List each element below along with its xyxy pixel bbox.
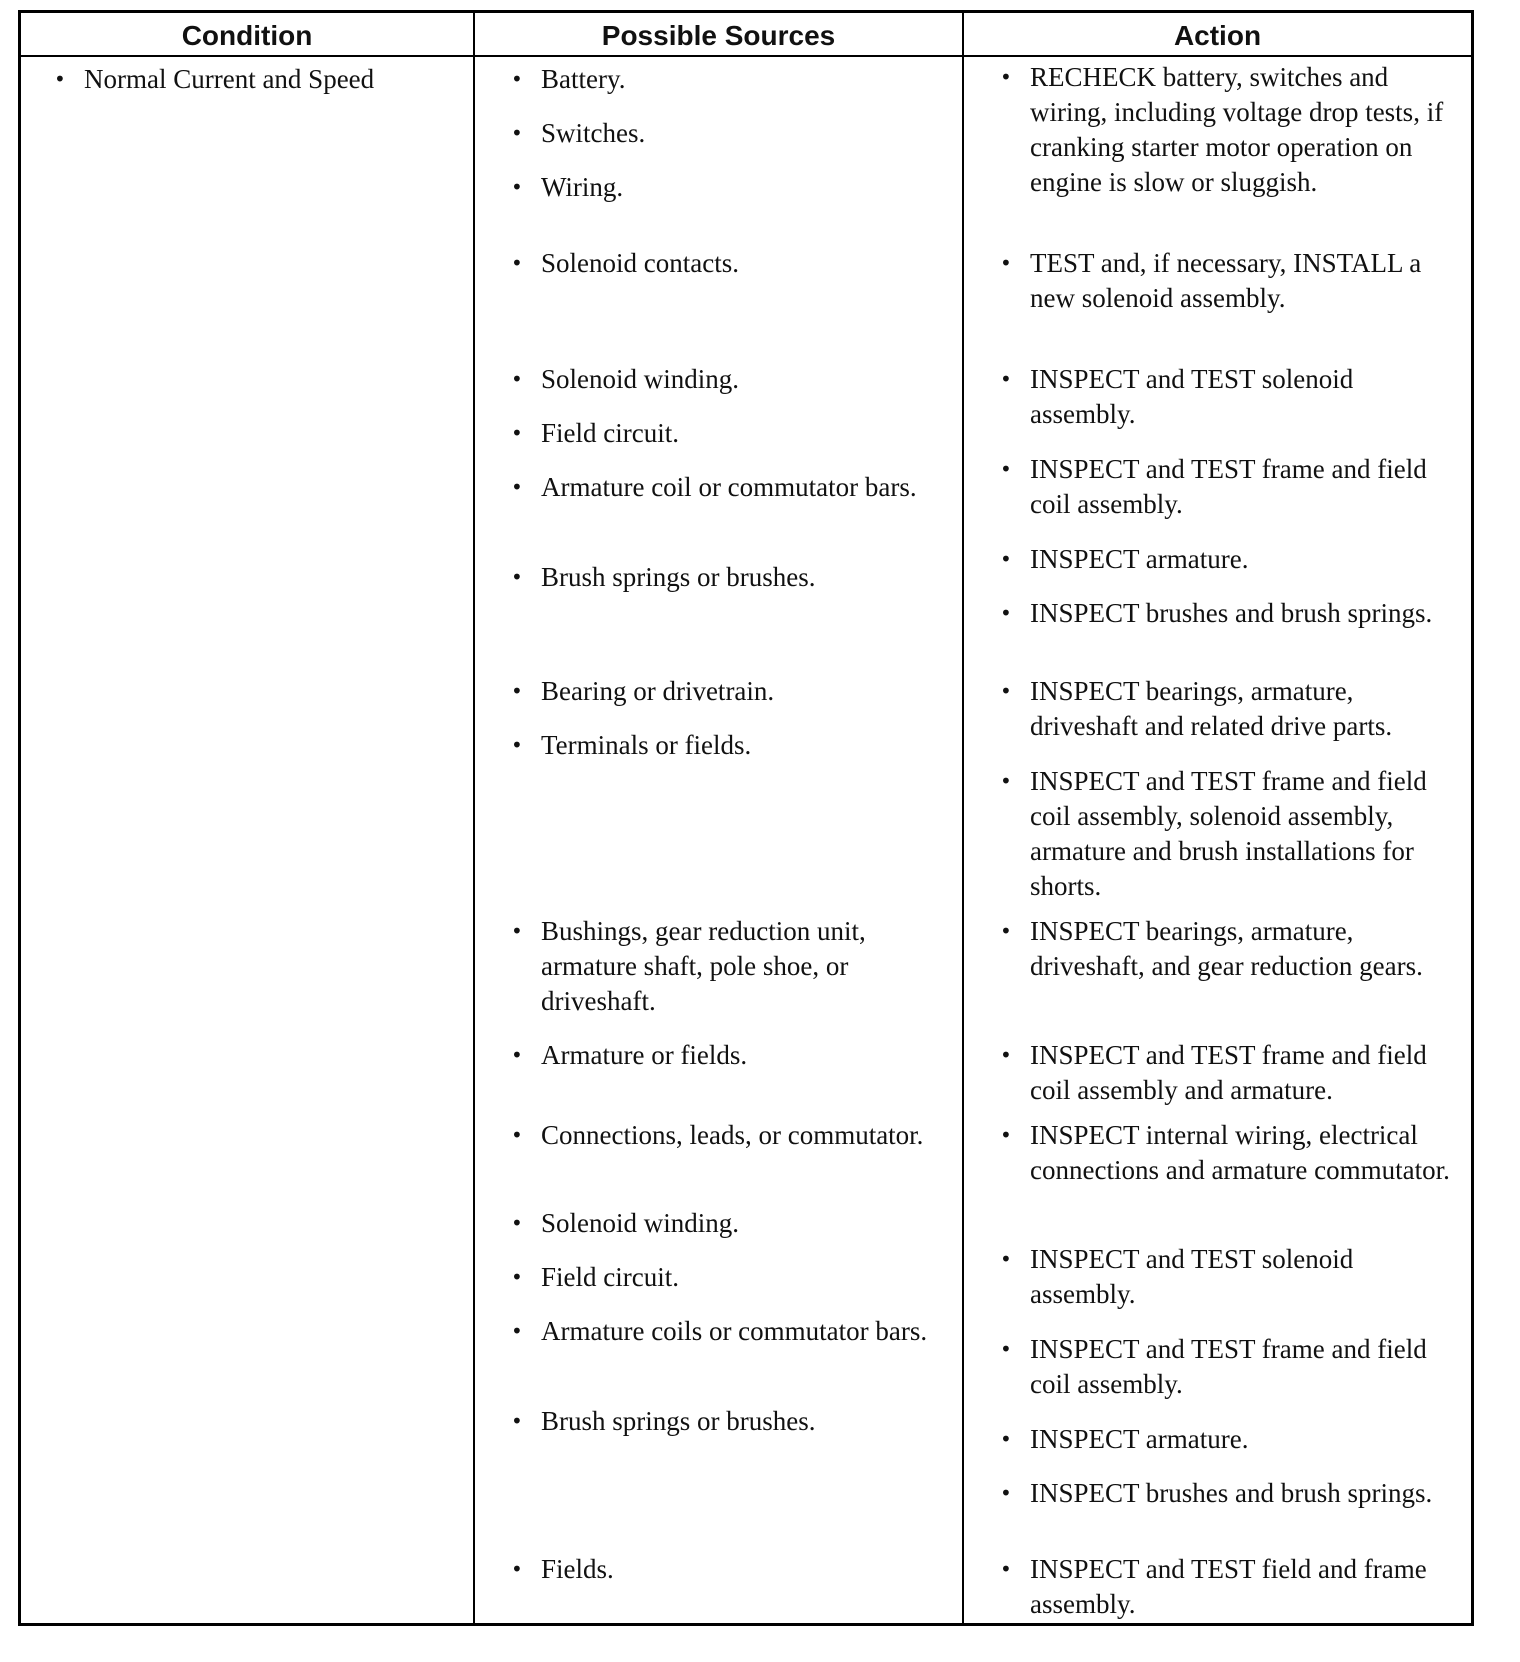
source-item <box>511 116 951 151</box>
bullet-icon: • <box>511 1319 523 1343</box>
source-text: Brush springs or brushes. <box>541 562 816 592</box>
bullet-icon: • <box>1000 769 1012 793</box>
bullet-icon: • <box>511 251 523 275</box>
source-text: Armature coil or commutator bars. <box>541 472 917 502</box>
header-condition: Condition <box>181 20 313 51</box>
header-action: Action <box>1173 20 1262 51</box>
action-item <box>1000 1332 1455 1402</box>
bullet-icon: • <box>1000 1481 1012 1505</box>
source-text: Field circuit. <box>541 418 679 448</box>
action-text: INSPECT bearings, armature, driveshaft and related drive parts. <box>1030 676 1393 741</box>
source-text: Solenoid winding. <box>541 1208 740 1238</box>
source-item <box>511 246 951 281</box>
bullet-icon: • <box>511 1265 523 1289</box>
action-item <box>1000 596 1455 631</box>
bullet-icon: • <box>511 421 523 445</box>
bullet-icon: • <box>511 1557 523 1581</box>
bullet-icon: • <box>1000 1337 1012 1361</box>
source-text: Field circuit. <box>541 1262 679 1292</box>
source-item <box>511 560 951 595</box>
source-text: Fields. <box>541 1554 614 1584</box>
action-item <box>1000 1038 1455 1108</box>
action-item <box>1000 914 1455 984</box>
bullet-icon: • <box>1000 457 1012 481</box>
source-text: Bushings, gear reduction unit, armature shaft, pole shoe, or driveshaft. <box>541 916 866 1016</box>
column-divider-1 <box>473 10 475 1626</box>
action-item <box>1000 542 1455 577</box>
action-item <box>1000 1552 1455 1622</box>
bullet-icon: • <box>1000 919 1012 943</box>
source-text: Brush springs or brushes. <box>541 1406 816 1436</box>
bullet-icon: • <box>511 367 523 391</box>
source-text: Solenoid contacts. <box>541 248 739 278</box>
source-text: Battery. <box>541 64 626 94</box>
source-text: Wiring. <box>541 172 624 202</box>
action-item <box>1000 1422 1455 1457</box>
bullet-icon: • <box>511 919 523 943</box>
source-item <box>511 728 951 763</box>
bullet-icon: • <box>511 1043 523 1067</box>
bullet-icon: • <box>511 475 523 499</box>
action-item <box>1000 1118 1455 1188</box>
action-text: INSPECT internal wiring, electrical connections and armature commutator. <box>1030 1120 1450 1185</box>
source-item <box>511 1260 951 1295</box>
action-text: INSPECT and TEST solenoid assembly. <box>1030 364 1354 429</box>
bullet-icon: • <box>511 175 523 199</box>
source-item <box>511 1038 951 1073</box>
bullet-icon: • <box>511 67 523 91</box>
action-text: INSPECT and TEST frame and field coil assembly. <box>1030 454 1427 519</box>
source-item <box>511 674 951 709</box>
source-item <box>511 1404 951 1439</box>
source-item <box>511 1314 951 1349</box>
action-text: INSPECT and TEST frame and field coil assembly. <box>1030 1334 1427 1399</box>
column-divider-2 <box>962 10 964 1626</box>
action-text: INSPECT and TEST frame and field coil assembly, solenoid assembly, armature and brush installations for shorts. <box>1030 766 1427 901</box>
source-item <box>511 470 951 505</box>
condition-item <box>54 62 464 97</box>
source-item <box>511 416 951 451</box>
source-item <box>511 1206 951 1241</box>
source-item <box>511 170 951 205</box>
bullet-icon: • <box>1000 1557 1012 1581</box>
source-text: Bearing or drivetrain. <box>541 676 775 706</box>
action-text: INSPECT and TEST field and frame assembly. <box>1030 1554 1427 1619</box>
bullet-icon: • <box>1000 547 1012 571</box>
action-text: TEST and, if necessary, INSTALL a new solenoid assembly. <box>1030 248 1422 313</box>
bullet-icon: • <box>1000 679 1012 703</box>
source-text: Armature coils or commutator bars. <box>541 1316 928 1346</box>
bullet-icon: • <box>511 1211 523 1235</box>
bullet-icon: • <box>1000 251 1012 275</box>
action-text: RECHECK battery, switches and wiring, including voltage drop tests, if cranking starter motor operation on engine is slow or sluggish. <box>1030 62 1444 197</box>
action-item <box>1000 1242 1455 1312</box>
action-item <box>1000 674 1455 744</box>
header-possible-sources: Possible Sources <box>601 20 836 51</box>
bullet-icon: • <box>511 733 523 757</box>
action-item <box>1000 1476 1455 1511</box>
action-text: INSPECT brushes and brush springs. <box>1030 598 1433 628</box>
source-text: Switches. <box>541 118 646 148</box>
action-text: INSPECT armature. <box>1030 1424 1249 1454</box>
source-item <box>511 914 951 1019</box>
bullet-icon: • <box>1000 1427 1012 1451</box>
source-item <box>511 362 951 397</box>
action-text: INSPECT brushes and brush springs. <box>1030 1478 1433 1508</box>
bullet-icon: • <box>1000 65 1012 89</box>
bullet-icon: • <box>511 121 523 145</box>
bullet-icon: • <box>1000 601 1012 625</box>
source-item <box>511 1118 951 1153</box>
bullet-icon: • <box>1000 1247 1012 1271</box>
source-text: Armature or fields. <box>541 1040 748 1070</box>
action-item <box>1000 452 1455 522</box>
source-item <box>511 1552 951 1587</box>
action-item <box>1000 764 1455 904</box>
action-text: INSPECT and TEST frame and field coil assembly and armature. <box>1030 1040 1427 1105</box>
action-item <box>1000 246 1455 316</box>
source-text: Solenoid winding. <box>541 364 740 394</box>
source-text: Connections, leads, or commutator. <box>541 1120 924 1150</box>
action-item <box>1000 60 1455 200</box>
action-text: INSPECT bearings, armature, driveshaft, and gear reduction gears. <box>1030 916 1423 981</box>
bullet-icon: • <box>511 679 523 703</box>
bullet-icon: • <box>54 67 66 91</box>
bullet-icon: • <box>511 565 523 589</box>
bullet-icon: • <box>511 1123 523 1147</box>
bullet-icon: • <box>1000 1123 1012 1147</box>
bullet-icon: • <box>511 1409 523 1433</box>
action-text: INSPECT armature. <box>1030 544 1249 574</box>
action-item <box>1000 362 1455 432</box>
action-text: INSPECT and TEST solenoid assembly. <box>1030 1244 1354 1309</box>
source-item <box>511 62 951 97</box>
bullet-icon: • <box>1000 1043 1012 1067</box>
condition-text: Normal Current and Speed <box>84 64 375 94</box>
source-text: Terminals or fields. <box>541 730 752 760</box>
bullet-icon: • <box>1000 367 1012 391</box>
